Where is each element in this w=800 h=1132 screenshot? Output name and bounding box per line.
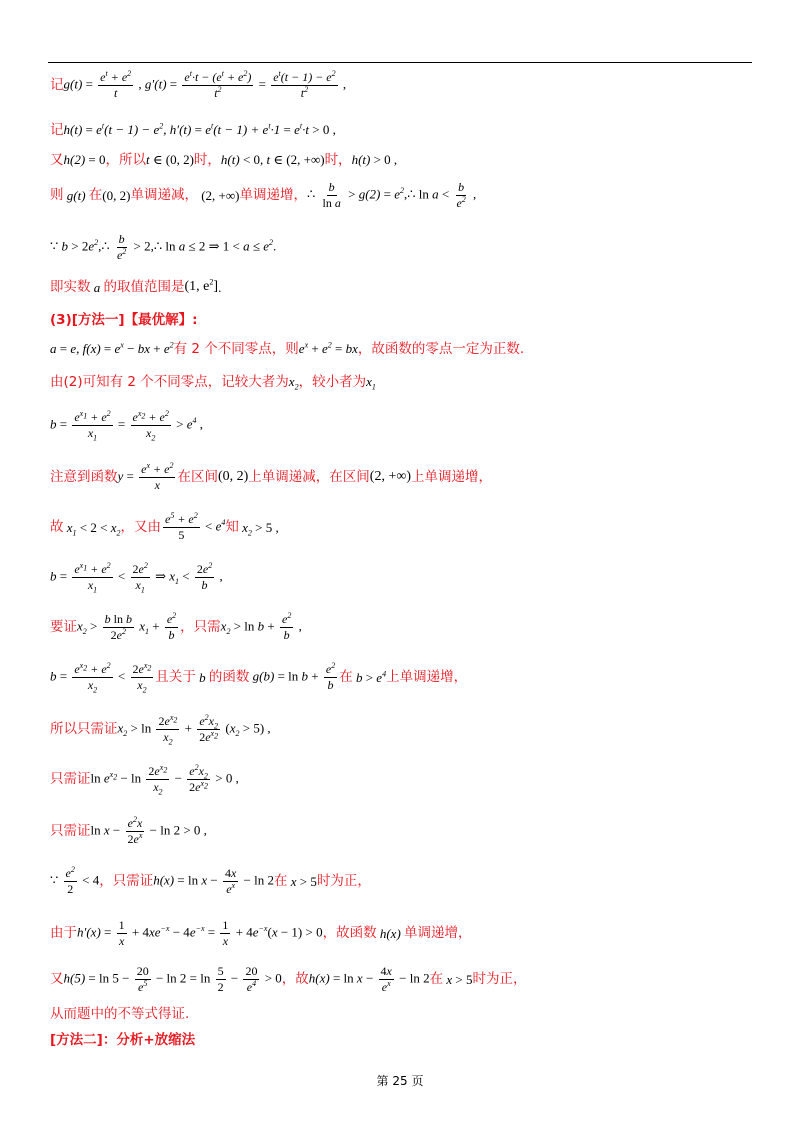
math-t-interval: t ∈ (0, 2) [146, 152, 194, 168]
text-you-2: 又 [50, 971, 64, 988]
math-gb: g(b) = ln b + $\frac{e^2}{b}$ [249, 661, 336, 692]
line-b-bound [50, 232, 276, 263]
math-hprime: h′(x) = $\frac{1}{x}$ + $4xe^{-x} - 4e^{-x}$ = $\frac{1}{x}$ + $4e^{-x}(x - 1) > 0$ [77, 918, 323, 948]
text-two-zeros: 有 2 个不同零点，则 [173, 341, 299, 357]
text-increasing: 单调递增， [239, 187, 307, 204]
line-b-equation [50, 410, 203, 441]
text-only-need-4: ，只需证 [99, 873, 154, 890]
line-conclusion [50, 1006, 189, 1022]
text-smaller: ，较小者为 [298, 374, 367, 390]
math-x-gt-5-b: x > 5 [443, 971, 473, 987]
text-conclusion: 从而题中的不等式得证. [50, 1006, 190, 1022]
text-gu-2: ，故 [281, 971, 309, 988]
math-fx-def: a = e, $f(x) = e^x$ − bx + $e^2$ [50, 340, 174, 357]
heading-method-two [50, 1032, 195, 1048]
line-h5 [50, 964, 526, 995]
line-g-definition [50, 70, 346, 101]
text-function: 的函数 [208, 669, 250, 686]
math-hx: h(x) [376, 925, 405, 941]
line-x2-gt-5 [50, 512, 279, 543]
math-e2-half: ∵ $\frac{e^2}{2}$ < 4 [50, 865, 100, 896]
math-e5: $\frac{e^5 + e^2}{5}$ < $e^4$ [164, 511, 226, 542]
text-zai: 在 [88, 187, 103, 204]
text-shi: 时， [193, 152, 221, 168]
text-larger: 由(2)可知有 2 个不同零点，记较大者为 [50, 374, 289, 390]
text-only-need: ，只需 [180, 619, 221, 636]
text-increasing-4: 单调递增， [404, 925, 472, 942]
text-decreasing-2: 上单调递减，在区间 [248, 469, 370, 486]
heading-method-one-text: (3)[方法一]【最优解】: [50, 312, 198, 328]
math-h2: h(2) = 0 [63, 152, 106, 168]
math-h5: h(5) = ln 5 − $\frac{20}{e^5}$ − ln 2 = ln $\frac{5}{2}$ − $\frac{20}{e^4}$ > 0 [63, 964, 282, 994]
text-shi-2: 时， [324, 152, 352, 168]
text-positive: ，故函数的零点一定为正数. [357, 341, 525, 357]
math-interval-2inf: (2, +∞) [197, 187, 240, 203]
text-increasing-2: 上单调递增， [410, 469, 492, 486]
text-you: 又 [50, 152, 64, 168]
math-need-1: $x_2 > \ln$ $\frac{2e^{x_2}}{x_2}$ + $\frac{e^2x_2}{2e^{x_2}}$ $(x_2 > 5)$ , [117, 713, 271, 747]
line-x1-bound [50, 562, 223, 593]
line-x1-x2 [50, 374, 376, 390]
math-interval-02: (0, 2) [102, 187, 131, 203]
math-x1: $x_1$ [366, 374, 376, 392]
math-need-ineq: $x_2 > \ln b$ + $\frac{e^2}{b}$ , [220, 611, 302, 642]
math-need-2: $\ln e^{x_2} - \ln$ $\frac{2e^{x_2}}{x_2}$ − $\frac{e^2x_2}{2e^{x_2}}$ > 0 , [90, 763, 239, 797]
text-since: 由于 [50, 925, 77, 942]
text-zai-3: 在 [274, 873, 288, 890]
text-notice: 注意到函数 [50, 469, 118, 486]
line-y-monotone [50, 462, 492, 493]
line-need-prove-1 [50, 714, 271, 745]
text-positive-2: 时为正， [316, 873, 371, 890]
math-interval-02b: (0, 2) [217, 469, 249, 485]
math-interval-2inf-b: (2, +∞) [369, 469, 411, 485]
math-x-gt-5: x > 5 [287, 873, 317, 889]
math-b-gt-e4: $b > e^4$ [352, 669, 387, 685]
text-decreasing: 单调递减， [130, 187, 198, 204]
text-zai-4: 在 [429, 971, 444, 988]
math-hx-def-2: h(x) = ln x − $\frac{4x}{e^x}$ − ln 2 [308, 964, 430, 994]
math-a: a [90, 279, 104, 295]
math-gt: g(t) [63, 187, 89, 203]
math-x2-gt-5: $x_2 > 5$ , [238, 519, 279, 538]
text-so-function: ，故函数 [322, 925, 377, 942]
line-zeros [50, 341, 524, 357]
line-hprime [50, 918, 472, 949]
text-zai-2: 在 [339, 669, 353, 686]
text-and-about: 且关于 [155, 669, 196, 686]
math-range: (1, $e^2$] [184, 277, 219, 294]
math-b-bound: ∵ $b > 2e^2,\therefore$ $\frac{b}{e^2}$ > 2,∴ ln a ≤ 2 ⇒ $1 < a \le e^2$. [50, 232, 277, 262]
text-only-need-2: 只需证 [50, 771, 91, 788]
text-so-need: 所以只需证 [50, 721, 118, 738]
text-you-by: ，又由 [120, 519, 161, 536]
math-x1-lt-2-lt-x2: $x_1 < 2 < x_2$ [63, 519, 121, 538]
text-ji-2: 记 [50, 122, 64, 138]
text-ze: 则 [50, 187, 64, 204]
math-b-x2: b = $\frac{e^{x_2} + e^2}{x_2}$ < $\frac{2e^{x_2}}{x_2}$ [50, 661, 152, 695]
math-prove-ineq: $x_2$ > $\frac{\text{b ln b}}{2e^2}$ $x_1$ + $\frac{e^2}{b}$ [77, 611, 177, 642]
text-to-prove: 要证 [50, 619, 77, 636]
page-number: 第 25 页 [376, 1074, 424, 1088]
math-x2: $x_2$ [288, 374, 299, 392]
line-g-monotone [50, 180, 476, 211]
math-ex-eq: $e^x + e^2$ = bx [298, 340, 358, 357]
line-h-sign [50, 152, 397, 168]
math-need-3: ln x − $\frac{e^2x}{2e^x}$ − ln 2 > 0 , [90, 815, 207, 846]
math-b-eq: b = $\frac{e^{x_1} + e^2}{x_1}$ = $\frac{e^{x_2} + e^2}{x_2}$ > $e^4$ , [50, 409, 203, 443]
line-need-prove-2 [50, 764, 239, 795]
heading-method-one [50, 312, 197, 328]
math-x1-bound: b = $\frac{e^{x_1} + e^2}{x_1}$ < $\frac{2e^2}{x_1}$ ⇒ $x_1$ < $\frac{2e^2}{b}$ , [50, 561, 223, 595]
line-hx-positive [50, 866, 371, 897]
header-rule [48, 62, 752, 63]
text-only-need-3: 只需证 [50, 823, 91, 840]
math-h-neg: h(t) < 0, t ∈ (2, +∞) [220, 152, 325, 168]
text-ji: 记 [50, 77, 64, 94]
line-to-prove [50, 612, 302, 643]
text-range-is: 的取值范围是 [103, 279, 185, 296]
line-h-definition [50, 122, 336, 138]
line-range [50, 279, 221, 296]
text-positive-3: 时为正， [472, 971, 527, 988]
line-gb-monotone [50, 662, 467, 693]
math-g-def: g(t) = $\frac{e^t + e^2}{t}$ , g′(t) = $\frac{e^t\cdot t - (e^t + e^2)}{t^2}$ = $\frac{e^t(t - 1) - e^2}{t^2}$ , [63, 69, 347, 100]
text-gu: 故 [50, 519, 64, 536]
math-y-def: y = $\frac{e^x + e^2}{x}$ [117, 461, 174, 492]
text-interval: 在区间 [177, 469, 218, 486]
math-h-pos: h(t) > 0 , [351, 152, 398, 168]
math-period: . [218, 279, 222, 295]
math-b-ln-a: ∴ $\frac{b}{\text{ln a}}$ > $g(2) = e^2,\therefore$ ln a < $\frac{b}{e^2}$ , [306, 180, 477, 210]
line-need-prove-3 [50, 816, 207, 847]
text-zhi: 知 [225, 519, 239, 536]
text-increasing-3: 上单调递增， [386, 669, 468, 686]
math-hx-def: h(x) = ln x − $\frac{4x}{e^x}$ − ln 2 [153, 866, 274, 896]
math-h-def: $h(t) = e^t(t - 1) - e^2$, $h'(t) = e^t(t - 1) + e^t\cdot 1 = e^t\cdot t > 0$ , [63, 121, 336, 138]
math-b: b [195, 669, 209, 685]
text-real-number: 即实数 [50, 279, 91, 296]
text-suoyi: ，所以 [105, 152, 147, 168]
heading-method-two-text: [方法二]：分析+放缩法 [50, 1032, 196, 1048]
